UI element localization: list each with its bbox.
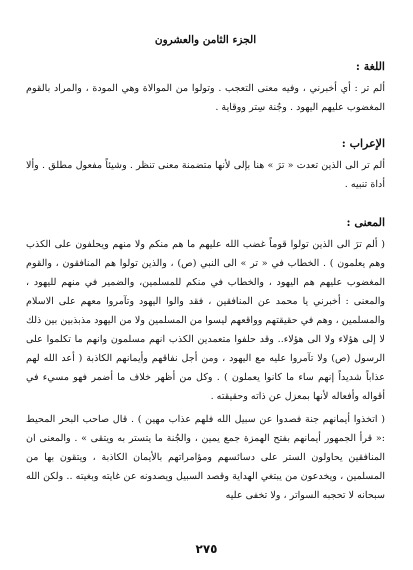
section-heading-language: اللغة : bbox=[355, 60, 385, 73]
page-number: ٢٧٥ bbox=[195, 542, 218, 556]
paragraph-grammar: ألم تر الى الذين تعدت « ترَ » هنا بإلى لأنها متضمنة معنى تنظر . وشيئاً مفعول مطلق . وألا أداة تنبيه . bbox=[26, 160, 385, 190]
section-meaning bbox=[26, 216, 385, 505]
section-language bbox=[26, 60, 385, 117]
running-header: الجزء الثامن والعشرون bbox=[154, 34, 257, 46]
paragraph-language: ألم تر : أي أخبرني ، وفيه معنى التعجب . وتولوا من الموالاة وهي المودة ، والمراد بالقوم المغضوب عليهم اليهود . وجُنة سِتر ووقاية . bbox=[26, 83, 385, 113]
section-heading-meaning: المعنى : bbox=[346, 216, 385, 229]
paragraph-meaning-2: ( اتخذوا أيمانهم جنة فصدوا عن سبيل الله فلهم عذاب مهين ) . قال صاحب البحر المحيط :« قرأ الجمهور أيمانهم بفتح الهمزة جمع يمين ، والجُنة ما يتستر به ويتقى » . والمعنى ان المنافقين يحاولون الستر على دسائسهم ومؤامراتهم بالأيمان الكاذبة ، ويتقون بها من المسلمين ، ويخدعون من يبتغي الهداية وقصد السبيل ويصدونه عن غايته وبغيته .. ولكن الله سبحانه لا تحجبه السواتر ، ولا تخفى عليه bbox=[26, 414, 385, 501]
section-grammar bbox=[26, 137, 385, 194]
section-heading-grammar: الإعراب : bbox=[341, 137, 385, 150]
paragraph-meaning-1: ( ألم ترَ الى الذين تولوا قوماً غضب الله عليهم ما هم منكم ولا منهم ويحلفون على الكذب وهم يعلمون ) . الخطاب في « تر » الى النبي (ص) ، والذين تولوا هم المنافقون ، والقوم المغضوب عليهم هم اليهود ، والخطاب في منكم للمسلمين، والضمير في منهم لليهود ، والمعنى : أخبرني يا محمد عن المنافقين ، فقد والوا اليهود وتآمروا معهم على الاسلام والمسلمين ، وهم في حقيقتهم وواقعهم ليسوا من المسلمين ولا من اليهود مذبذبين بين ذلك لا إلى هؤلاء ولا الى هؤلاء.. وقد حلفوا متعمدين الكذب انهم مسلمون وانهم ما تكلموا على الرسول (ص) ولا تآمروا عليه مع اليهود ، ومن أجل نفاقهم وأيمانهم الكاذبة ( أعد الله لهم عذاباً شديداً إنهم ساء ما كانوا يعملون ) . وكل من أظهر خلاف ما أضمر فهو مسيء في أقواله وأفعاله لأنها بمعزل عن ذاته وحقيقته . bbox=[26, 239, 385, 402]
